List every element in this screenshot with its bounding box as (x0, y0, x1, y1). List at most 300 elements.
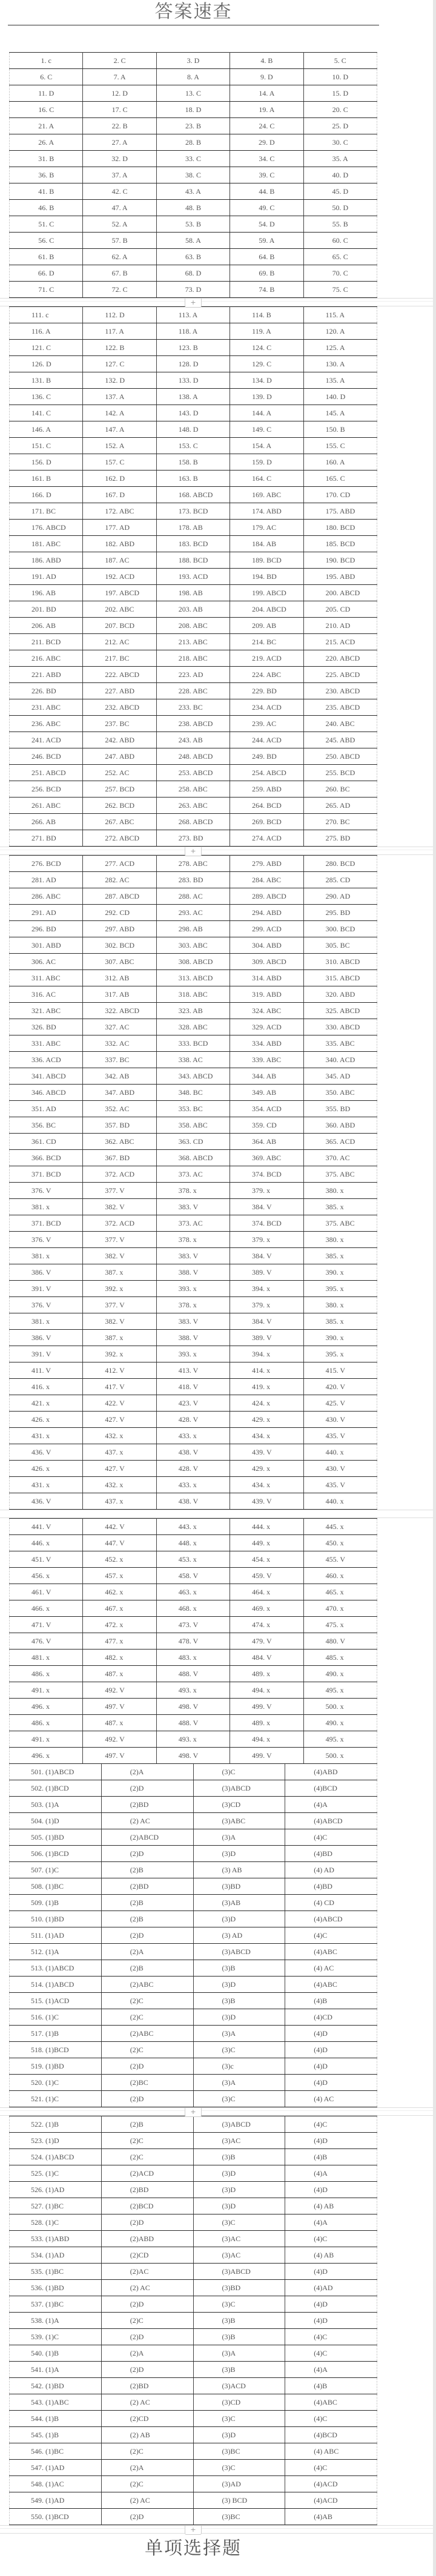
table-row (10, 1068, 377, 1085)
answer-cell: 316. AC (10, 986, 83, 1003)
table-row (10, 1035, 377, 1052)
answer-cell: 132. D (83, 372, 156, 389)
answer-cell: (3)D (193, 2009, 285, 2026)
answer-cell: (3)ABCD (193, 2264, 285, 2280)
insert-row-button[interactable]: + (185, 299, 202, 308)
answer-cell: 37. A (83, 167, 156, 183)
answer-cell: 10. D (303, 69, 377, 85)
table-row (10, 2058, 377, 2075)
answer-cell: 234. ACD (230, 699, 303, 716)
answer-cell: 115. A (303, 307, 377, 323)
answer-cell: 381. x (10, 1313, 83, 1330)
answer-cell: (2)D (101, 1927, 193, 1944)
answer-cell: 499. V (230, 1699, 303, 1715)
answer-cell: 389. V (230, 1330, 303, 1346)
answer-cell: 310. ABCD (303, 954, 377, 970)
answer-cell: 44. B (230, 183, 303, 200)
answer-cell: 71. C (10, 282, 83, 298)
answer-cell: 292. CD (83, 905, 156, 921)
insert-row-button[interactable]: + (185, 2526, 202, 2535)
table-row (10, 1297, 377, 1313)
answer-cell: 187. AC (83, 552, 156, 569)
answer-cell: 172. ABC (83, 503, 156, 520)
answer-cell: 501. (1)ABCD (10, 1764, 102, 1780)
table-row (10, 2026, 377, 2042)
table-row (10, 905, 377, 921)
answer-cell: 206. AB (10, 618, 83, 634)
answer-cell: 474. x (230, 1617, 303, 1633)
answer-cell: (3)D (193, 1977, 285, 1993)
answer-cell: (4)C (285, 2231, 377, 2247)
answer-cell: 136. C (10, 389, 83, 405)
answer-cell: (4)B (285, 2149, 377, 2165)
table-row (10, 1731, 377, 1748)
answer-cell: 229. BD (230, 683, 303, 699)
answer-cell: (4)D (285, 2058, 377, 2075)
insert-row-button[interactable]: + (185, 2108, 202, 2117)
answer-cell: 491. x (10, 1682, 83, 1699)
answer-cell: 142. A (83, 405, 156, 421)
answer-cell: 55. B (303, 216, 377, 233)
answer-cell: 256. BCD (10, 781, 83, 798)
answer-cell: 433. x (156, 1477, 230, 1493)
answer-cell: 249. BD (230, 748, 303, 765)
table-row (10, 1780, 377, 1797)
answer-cell: (3)ABCD (193, 1944, 285, 1960)
table-row (10, 2280, 377, 2296)
answer-cell: 502. (1)BCD (10, 1780, 102, 1797)
table-row (10, 1650, 377, 1666)
answer-cell: (4)A (285, 2214, 377, 2231)
answer-cell: 514. (1)ABCD (10, 1977, 102, 1993)
answer-cell: 5. C (303, 53, 377, 69)
answer-cell: (2)A (101, 1764, 193, 1780)
answer-cell: 431. x (10, 1477, 83, 1493)
table-row (10, 53, 377, 69)
answer-cell: 468. x (156, 1600, 230, 1617)
table-row (10, 1535, 377, 1551)
answer-cell: 411. V (10, 1362, 83, 1379)
answer-cell: 298. AB (156, 921, 230, 937)
answer-cell: 371. BCD (10, 1215, 83, 1232)
answer-cell: (2)C (101, 2313, 193, 2329)
answer-cell: 423. V (156, 1395, 230, 1412)
answer-cell: 448. x (156, 1535, 230, 1551)
answer-cell: 422. V (83, 1395, 156, 1412)
answer-cell: 301. ABD (10, 937, 83, 954)
answer-cell: 484. V (230, 1650, 303, 1666)
answer-cell: 418. V (156, 1379, 230, 1395)
table-row (10, 954, 377, 970)
answer-cell: 266. AB (10, 814, 83, 830)
answer-cell: (4)ABCD (285, 1911, 377, 1927)
answer-cell: 40. D (303, 167, 377, 183)
table-row (10, 1699, 377, 1715)
answer-cell: 28. B (156, 134, 230, 151)
answer-cell: 299. ACD (230, 921, 303, 937)
answer-cell: (4)C (285, 2411, 377, 2427)
answer-cell: 126. D (10, 356, 83, 372)
answer-cell: (3)C (193, 2214, 285, 2231)
answer-cell: 259. ABD (230, 781, 303, 798)
answer-cell: (2)CD (101, 2247, 193, 2264)
answer-cell: 481. x (10, 1650, 83, 1666)
answer-cell: 119. A (230, 323, 303, 340)
answer-cell: 22. B (83, 118, 156, 134)
answer-cell: 8. A (156, 69, 230, 85)
answer-cell: 438. V (156, 1444, 230, 1461)
answer-cell: 513. (1)ABCD (10, 1960, 102, 1977)
answer-cell: 385. x (303, 1248, 377, 1264)
answer-cell: 388. V (156, 1330, 230, 1346)
answer-cell: 380. x (303, 1183, 377, 1199)
answer-cell: 50. D (303, 200, 377, 216)
answer-cell: 140. D (303, 389, 377, 405)
answer-cell: 459. V (230, 1568, 303, 1584)
answer-cell: 238. ABCD (156, 716, 230, 732)
table-row (10, 1895, 377, 1911)
answer-cell: 309. ABCD (230, 954, 303, 970)
answer-cell: 307. ABC (83, 954, 156, 970)
answer-cell: 225. ABCD (303, 667, 377, 683)
answer-cell: (3)BC (193, 2509, 285, 2525)
table-row (10, 454, 377, 471)
answer-cell: (3)CD (193, 1797, 285, 1813)
answer-cell: 475. x (303, 1617, 377, 1633)
answer-cell: 340. ACD (303, 1052, 377, 1068)
answer-cell: 337. BC (83, 1052, 156, 1068)
answer-cell: (3)C (193, 2091, 285, 2107)
table-row (10, 372, 377, 389)
answer-cell: (3)C (193, 2296, 285, 2313)
answer-cell: 518. (1)BCD (10, 2042, 102, 2058)
answer-cell: 223. AD (156, 667, 230, 683)
answer-cell: 435. V (303, 1428, 377, 1444)
answer-cell: 490. x (303, 1715, 377, 1731)
answer-cell: 268. ABCD (156, 814, 230, 830)
answer-cell: (4)D (285, 2042, 377, 2058)
table-row (10, 1813, 377, 1829)
table-row (10, 282, 377, 298)
table-row (10, 2394, 377, 2411)
answer-cell: 496. x (10, 1699, 83, 1715)
answer-cell: 153. C (156, 438, 230, 454)
answer-cell: (2)C (101, 2009, 193, 2026)
table-row (10, 2329, 377, 2345)
answer-cell: 185. BCD (303, 536, 377, 552)
answer-cell: (2)C (101, 2476, 193, 2492)
answer-cell: 367. BD (83, 1150, 156, 1166)
answer-cell: 390. x (303, 1264, 377, 1281)
table-row (10, 1551, 377, 1568)
table-row (10, 1477, 377, 1493)
answer-table-111-275 (9, 306, 377, 847)
answer-cell: 247. ABD (83, 748, 156, 765)
answer-cell: 141. C (10, 405, 83, 421)
answer-cell: 151. C (10, 438, 83, 454)
answer-cell: 493. x (156, 1731, 230, 1748)
answer-cell: 379. x (230, 1232, 303, 1248)
answer-cell: 417. V (83, 1379, 156, 1395)
answer-cell: 542. (1)BD (10, 2378, 102, 2394)
answer-cell: (3)D (193, 1911, 285, 1927)
answer-cell: 59. A (230, 233, 303, 249)
answer-cell: 498. V (156, 1748, 230, 1764)
answer-cell: (3)ABC (193, 1813, 285, 1829)
answer-cell: 343. ABCD (156, 1068, 230, 1085)
answer-cell: 220. ABCD (303, 650, 377, 667)
table-row (10, 1412, 377, 1428)
answer-cell: 296. BD (10, 921, 83, 937)
table-row (10, 1395, 377, 1412)
answer-cell: (2)D (101, 2362, 193, 2378)
answer-cell: 11. D (10, 85, 83, 102)
answer-cell: 131. B (10, 372, 83, 389)
table-row (10, 323, 377, 340)
answer-cell: 69. B (230, 265, 303, 282)
answer-cell: 438. V (156, 1493, 230, 1510)
table-row (10, 1003, 377, 1019)
table-row (10, 2460, 377, 2476)
answer-cell: 498. V (156, 1699, 230, 1715)
answer-cell: 461. V (10, 1584, 83, 1600)
table-row (10, 2198, 377, 2214)
answer-cell: 32. D (83, 151, 156, 167)
answer-cell: (3)BD (193, 1878, 285, 1895)
answer-cell: 462. x (83, 1584, 156, 1600)
answer-cell: 496. x (10, 1748, 83, 1764)
answer-cell: (4)A (285, 2362, 377, 2378)
answer-cell: 152. A (83, 438, 156, 454)
answer-cell: 269. BCD (230, 814, 303, 830)
answer-cell: 362. ABC (83, 1134, 156, 1150)
answer-cell: (2)D (101, 2296, 193, 2313)
answer-cell: (4)ACD (285, 2476, 377, 2492)
answer-cell: (3)BD (193, 2280, 285, 2296)
answer-cell: 332. AC (83, 1035, 156, 1052)
answer-cell: 472. x (83, 1617, 156, 1633)
table-row (10, 2149, 377, 2165)
answer-cell: 452. x (83, 1551, 156, 1568)
table-row (10, 1600, 377, 1617)
answer-cell: 215. ACD (303, 634, 377, 650)
answer-cell: 285. CD (303, 872, 377, 888)
answer-cell: 242. ABD (83, 732, 156, 748)
answer-cell: 363. CD (156, 1134, 230, 1150)
answer-cell: 183. BCD (156, 536, 230, 552)
table-row (10, 1052, 377, 1068)
answer-cell: (4)CD (285, 2009, 377, 2026)
table-row (10, 765, 377, 781)
answer-cell: 385. x (303, 1313, 377, 1330)
answer-cell: 150. B (303, 421, 377, 438)
table-row (10, 85, 377, 102)
answer-cell: 485. x (303, 1650, 377, 1666)
table-row (10, 937, 377, 954)
answer-cell: (4)ABC (285, 2394, 377, 2411)
answer-cell: (4)BD (285, 1846, 377, 1862)
answer-cell: 535. (1)BC (10, 2264, 102, 2280)
answer-cell: (4)C (285, 1927, 377, 1944)
table-row (10, 1428, 377, 1444)
table-row (10, 921, 377, 937)
answer-cell: 48. B (156, 200, 230, 216)
answer-cell: 364. AB (230, 1134, 303, 1150)
answer-cell: 372. ACD (83, 1166, 156, 1183)
answer-cell: 233. BC (156, 699, 230, 716)
answer-cell: 492. V (83, 1731, 156, 1748)
answer-cell: 381. x (10, 1248, 83, 1264)
answer-cell: 9. D (230, 69, 303, 85)
answer-cell: 270. BC (303, 814, 377, 830)
table-row (10, 2231, 377, 2247)
table-row (10, 2443, 377, 2460)
answer-cell: 311. ABC (10, 970, 83, 986)
answer-cell: 217. BC (83, 650, 156, 667)
answer-cell: 488. V (156, 1666, 230, 1682)
answer-cell: 130. A (303, 356, 377, 372)
answer-cell: (2)ACD (101, 2165, 193, 2182)
table-row (10, 2009, 377, 2026)
answer-cell: 491. x (10, 1731, 83, 1748)
table-row (10, 618, 377, 634)
table-row (10, 1330, 377, 1346)
answer-cell: 341. ABCD (10, 1068, 83, 1085)
answer-cell: 545. (1)B (10, 2427, 102, 2443)
table-row (10, 1166, 377, 1183)
answer-cell: 167. D (83, 487, 156, 503)
table-row (10, 340, 377, 356)
answer-cell: 138. A (156, 389, 230, 405)
answer-cell: (4)B (285, 2378, 377, 2394)
answer-cell: 166. D (10, 487, 83, 503)
answer-cell: 73. D (156, 282, 230, 298)
table-row (10, 1584, 377, 1600)
answer-cell: 239. AC (230, 716, 303, 732)
answer-cell: 18. D (156, 102, 230, 118)
answer-cell: 497. V (83, 1699, 156, 1715)
answer-cell: 197. ABCD (83, 585, 156, 601)
insert-row-button[interactable]: + (185, 847, 202, 856)
answer-cell: (2)A (101, 1944, 193, 1960)
answer-cell: 252. AC (83, 765, 156, 781)
answer-cell: 154. A (230, 438, 303, 454)
answer-cell: 170. CD (303, 487, 377, 503)
answer-cell: 284. ABC (230, 872, 303, 888)
answer-cell: 200. ABCD (303, 585, 377, 601)
answer-cell: 486. x (10, 1666, 83, 1682)
answer-cell: 392. x (83, 1281, 156, 1297)
answer-cell: (4)ABC (285, 1944, 377, 1960)
table-row (10, 1461, 377, 1477)
answer-cell: 67. B (83, 265, 156, 282)
table-row (10, 2165, 377, 2182)
answer-cell: 222. ABCD (83, 667, 156, 683)
answer-cell: (4)D (285, 2133, 377, 2149)
table-row (10, 2411, 377, 2427)
answer-cell: 145. A (303, 405, 377, 421)
answer-cell: 127. C (83, 356, 156, 372)
table-row (10, 200, 377, 216)
table-row (10, 1764, 377, 1780)
answer-cell: (4) CD (285, 1895, 377, 1911)
answer-cell: (3)CD (193, 2394, 285, 2411)
answer-cell: 57. B (83, 233, 156, 249)
answer-cell: 326. BD (10, 1019, 83, 1035)
answer-cell: 224. ABC (230, 667, 303, 683)
answer-cell: 412. V (83, 1362, 156, 1379)
answer-cell: 384. V (230, 1313, 303, 1330)
table-row (10, 2378, 377, 2394)
answer-cell: 304. ABD (230, 937, 303, 954)
answer-cell: 54. D (230, 216, 303, 233)
answer-cell: 377. V (83, 1232, 156, 1248)
answer-cell: 27. A (83, 134, 156, 151)
answer-cell: (3)C (193, 2042, 285, 2058)
answer-cell: 13. C (156, 85, 230, 102)
answer-cell: 466. x (10, 1600, 83, 1617)
table-row (10, 1960, 377, 1977)
answer-cell: 376. V (10, 1297, 83, 1313)
answer-cell: 365. ACD (303, 1134, 377, 1150)
answer-cell: 356. BC (10, 1117, 83, 1134)
answer-cell: 534. (1)AD (10, 2247, 102, 2264)
answer-cell: 117. A (83, 323, 156, 340)
answer-cell: (3)BC (193, 2443, 285, 2460)
vertical-scrollbar[interactable] (433, 0, 436, 2576)
answer-cell: 305. BC (303, 937, 377, 954)
answer-cell: (4)C (285, 2460, 377, 2476)
answer-cell: 123. B (156, 340, 230, 356)
table-row (10, 1977, 377, 1993)
answer-cell: 424. x (230, 1395, 303, 1412)
answer-cell: 511. (1)AD (10, 1927, 102, 1944)
answer-cell: 70. C (303, 265, 377, 282)
answer-cell: 64. B (230, 249, 303, 265)
answer-cell: 29. D (230, 134, 303, 151)
answer-cell: 283. BD (156, 872, 230, 888)
table-row (10, 405, 377, 421)
answer-cell: 450. x (303, 1535, 377, 1551)
answer-cell: 506. (1)BCD (10, 1846, 102, 1862)
table-row (10, 2264, 377, 2280)
spacer (0, 25, 433, 52)
answer-cell: 112. D (83, 307, 156, 323)
answer-cell: 375. ABC (303, 1166, 377, 1183)
answer-cell: 482. x (83, 1650, 156, 1666)
answer-cell: 190. BCD (303, 552, 377, 569)
answer-cell: 219. ACD (230, 650, 303, 667)
answer-cell: 194. BD (230, 569, 303, 585)
table-row (10, 634, 377, 650)
answer-cell: (4)D (285, 2026, 377, 2042)
table-row (10, 2133, 377, 2149)
answer-cell: 49. C (230, 200, 303, 216)
answer-cell: 441. V (10, 1519, 83, 1535)
answer-cell: 453. x (156, 1551, 230, 1568)
answer-cell: 369. ABC (230, 1150, 303, 1166)
answer-cell: (4)ABC (285, 1977, 377, 1993)
table-row (10, 1444, 377, 1461)
table-row (10, 1944, 377, 1960)
answer-cell: 439. V (230, 1444, 303, 1461)
answer-cell: 202. ABC (83, 601, 156, 618)
answer-cell: 416. x (10, 1379, 83, 1395)
table-row (10, 1264, 377, 1281)
answer-cell: 391. V (10, 1281, 83, 1297)
answer-cell: 290. AD (303, 888, 377, 905)
answer-cell: 116. A (10, 323, 83, 340)
